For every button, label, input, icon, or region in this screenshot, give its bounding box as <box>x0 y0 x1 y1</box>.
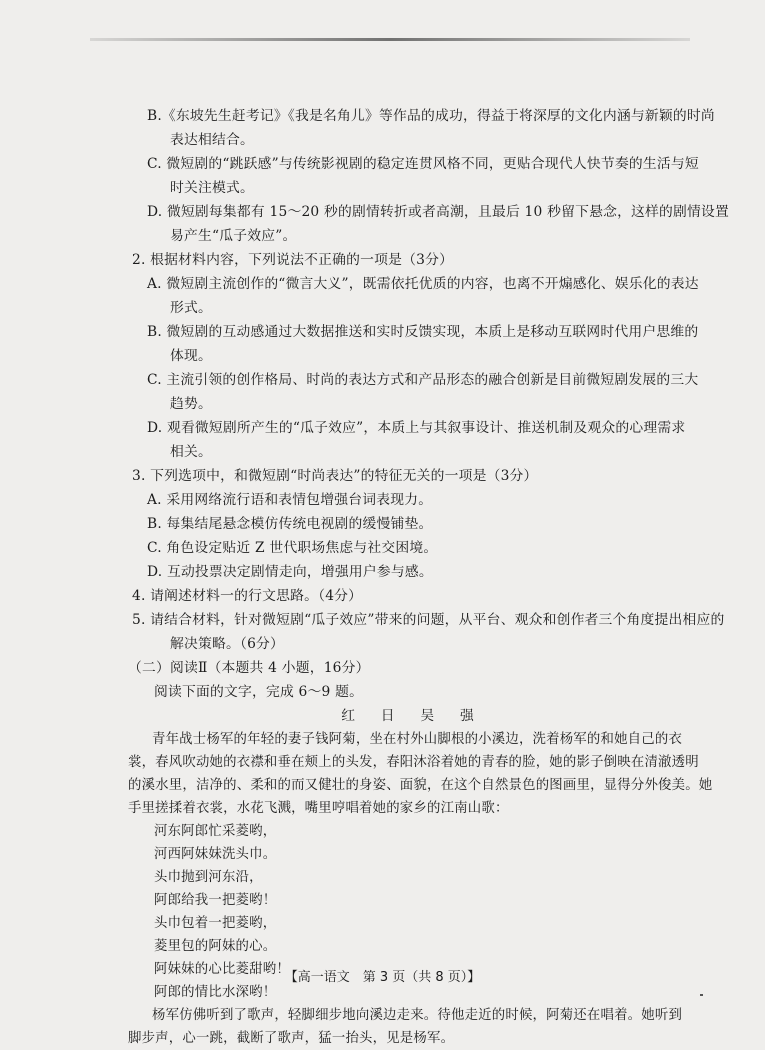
text-line: B.《东坡先生赶考记》《我是名角儿》等作品的成功，得益于将深厚的文化内涵与新颖的时尚 <box>147 108 715 124</box>
scan-speck <box>700 994 703 996</box>
page-footer: 【高一语文 第 3 页（共 8 页）】 <box>284 970 481 985</box>
text-line: 表达相结合。 <box>170 132 254 148</box>
poem-line: 头巾抛到河东沿， <box>154 870 263 885</box>
text-line: D. 微短剧每集都有 15～20 秒的剧情转折或者高潮，且最后 10 秒留下悬念，这样的剧情设置 <box>147 204 730 220</box>
text-line: 趋势。 <box>170 396 212 412</box>
poem-line: 河西阿妹妹洗头巾。 <box>154 847 277 862</box>
passage-line: 裳，春风吹动她的衣襟和垂在颊上的头发，春阳沐浴着她的青春的脸，她的影子倒映在清澈透明 <box>128 755 699 770</box>
text-line: 易产生“瓜子效应”。 <box>170 228 297 244</box>
text-line: 3. 下列选项中，和微短剧“时尚表达”的特征无关的一项是（3分） <box>132 468 538 484</box>
passage-line: 手里搓揉着衣裳，水花飞溅，嘴里哼唱着她的家乡的江南山歌： <box>128 801 509 816</box>
text-line: 体现。 <box>170 348 212 364</box>
text-line: 形式。 <box>170 300 212 316</box>
poem-line: 河东阿郎忙采菱哟， <box>154 824 277 839</box>
passage-line: 青年战士杨军的年轻的妻子钱阿菊，坐在村外山脚根的小溪边，洗着杨军的和她自己的衣 <box>152 732 683 747</box>
text-line: C. 微短剧的“跳跃感”与传统影视剧的稳定连贯风格不同，更贴合现代人快节奏的生活与短 <box>147 156 699 172</box>
text-line: D. 互动投票决定剧情走向，增强用户参与感。 <box>147 564 433 580</box>
passage-line: 杨军仿佛听到了歌声，轻脚细步地向溪边走来。待他走近的时候，阿菊还在唱着。她听到 <box>152 1008 683 1023</box>
text-line: （二）阅读Ⅱ（本题共 4 小题，16分） <box>128 660 370 676</box>
page-content <box>128 104 730 1050</box>
text-line: 4. 请阐述材料一的行文思路。（4分） <box>132 588 363 604</box>
poem-line: 阿妹妹的心比菱甜哟！ <box>154 962 290 977</box>
reading-passage <box>128 728 713 1050</box>
passage-title: 红 日 吴 强 <box>341 708 480 724</box>
text-line: D. 观看微短剧所产生的“瓜子效应”，本质上与其叙事设计、推送机制及观众的心理需求 <box>147 420 686 436</box>
question-block <box>128 104 730 728</box>
text-line: 5. 请结合材料，针对微短剧“瓜子效应”带来的问题，从平台、观众和创作者三个角度提出相应的 <box>132 612 725 628</box>
text-line: C. 主流引领的创作格局、时尚的表达方式和产品形态的融合创新是目前微短剧发展的三大 <box>147 372 699 388</box>
text-line: 时关注模式。 <box>170 180 254 196</box>
text-line: A. 微短剧主流创作的“微言大义”，既需依托优质的内容，也离不开煽感化、娱乐化的表达 <box>147 276 699 292</box>
passage-line: 的溪水里，洁净的、柔和的而又健壮的身姿、面貌，在这个自然景色的图画里，显得分外俊美。她 <box>128 778 713 793</box>
poem-line: 菱里包的阿妹的心。 <box>154 939 277 954</box>
top-rule <box>90 38 690 41</box>
text-line: C. 角色设定贴近 Z 世代职场焦虑与社交困境。 <box>147 540 438 556</box>
text-line: 解决策略。（6分） <box>170 636 285 652</box>
poem-line: 头巾包着一把菱哟， <box>154 916 277 931</box>
text-line: B. 每集结尾悬念模仿传统电视剧的缓慢铺垫。 <box>147 516 433 532</box>
text-line: 相关。 <box>170 444 212 460</box>
poem-line: 阿郎的情比水深哟！ <box>154 985 277 1000</box>
text-line: A. 采用网络流行语和表情包增强台词表现力。 <box>147 492 433 508</box>
poem-line: 阿郎给我一把菱哟！ <box>154 893 277 908</box>
passage-line: 脚步声，心一跳，截断了歌声，猛一抬头，见是杨军。 <box>128 1031 455 1046</box>
text-line: 阅读下面的文字，完成 6～9 题。 <box>154 684 364 700</box>
text-line: 2. 根据材料内容，下列说法不正确的一项是（3分） <box>132 252 454 268</box>
text-line: B. 微短剧的互动感通过大数据推送和实时反馈实现，本质上是移动互联网时代用户思维的 <box>147 324 699 340</box>
